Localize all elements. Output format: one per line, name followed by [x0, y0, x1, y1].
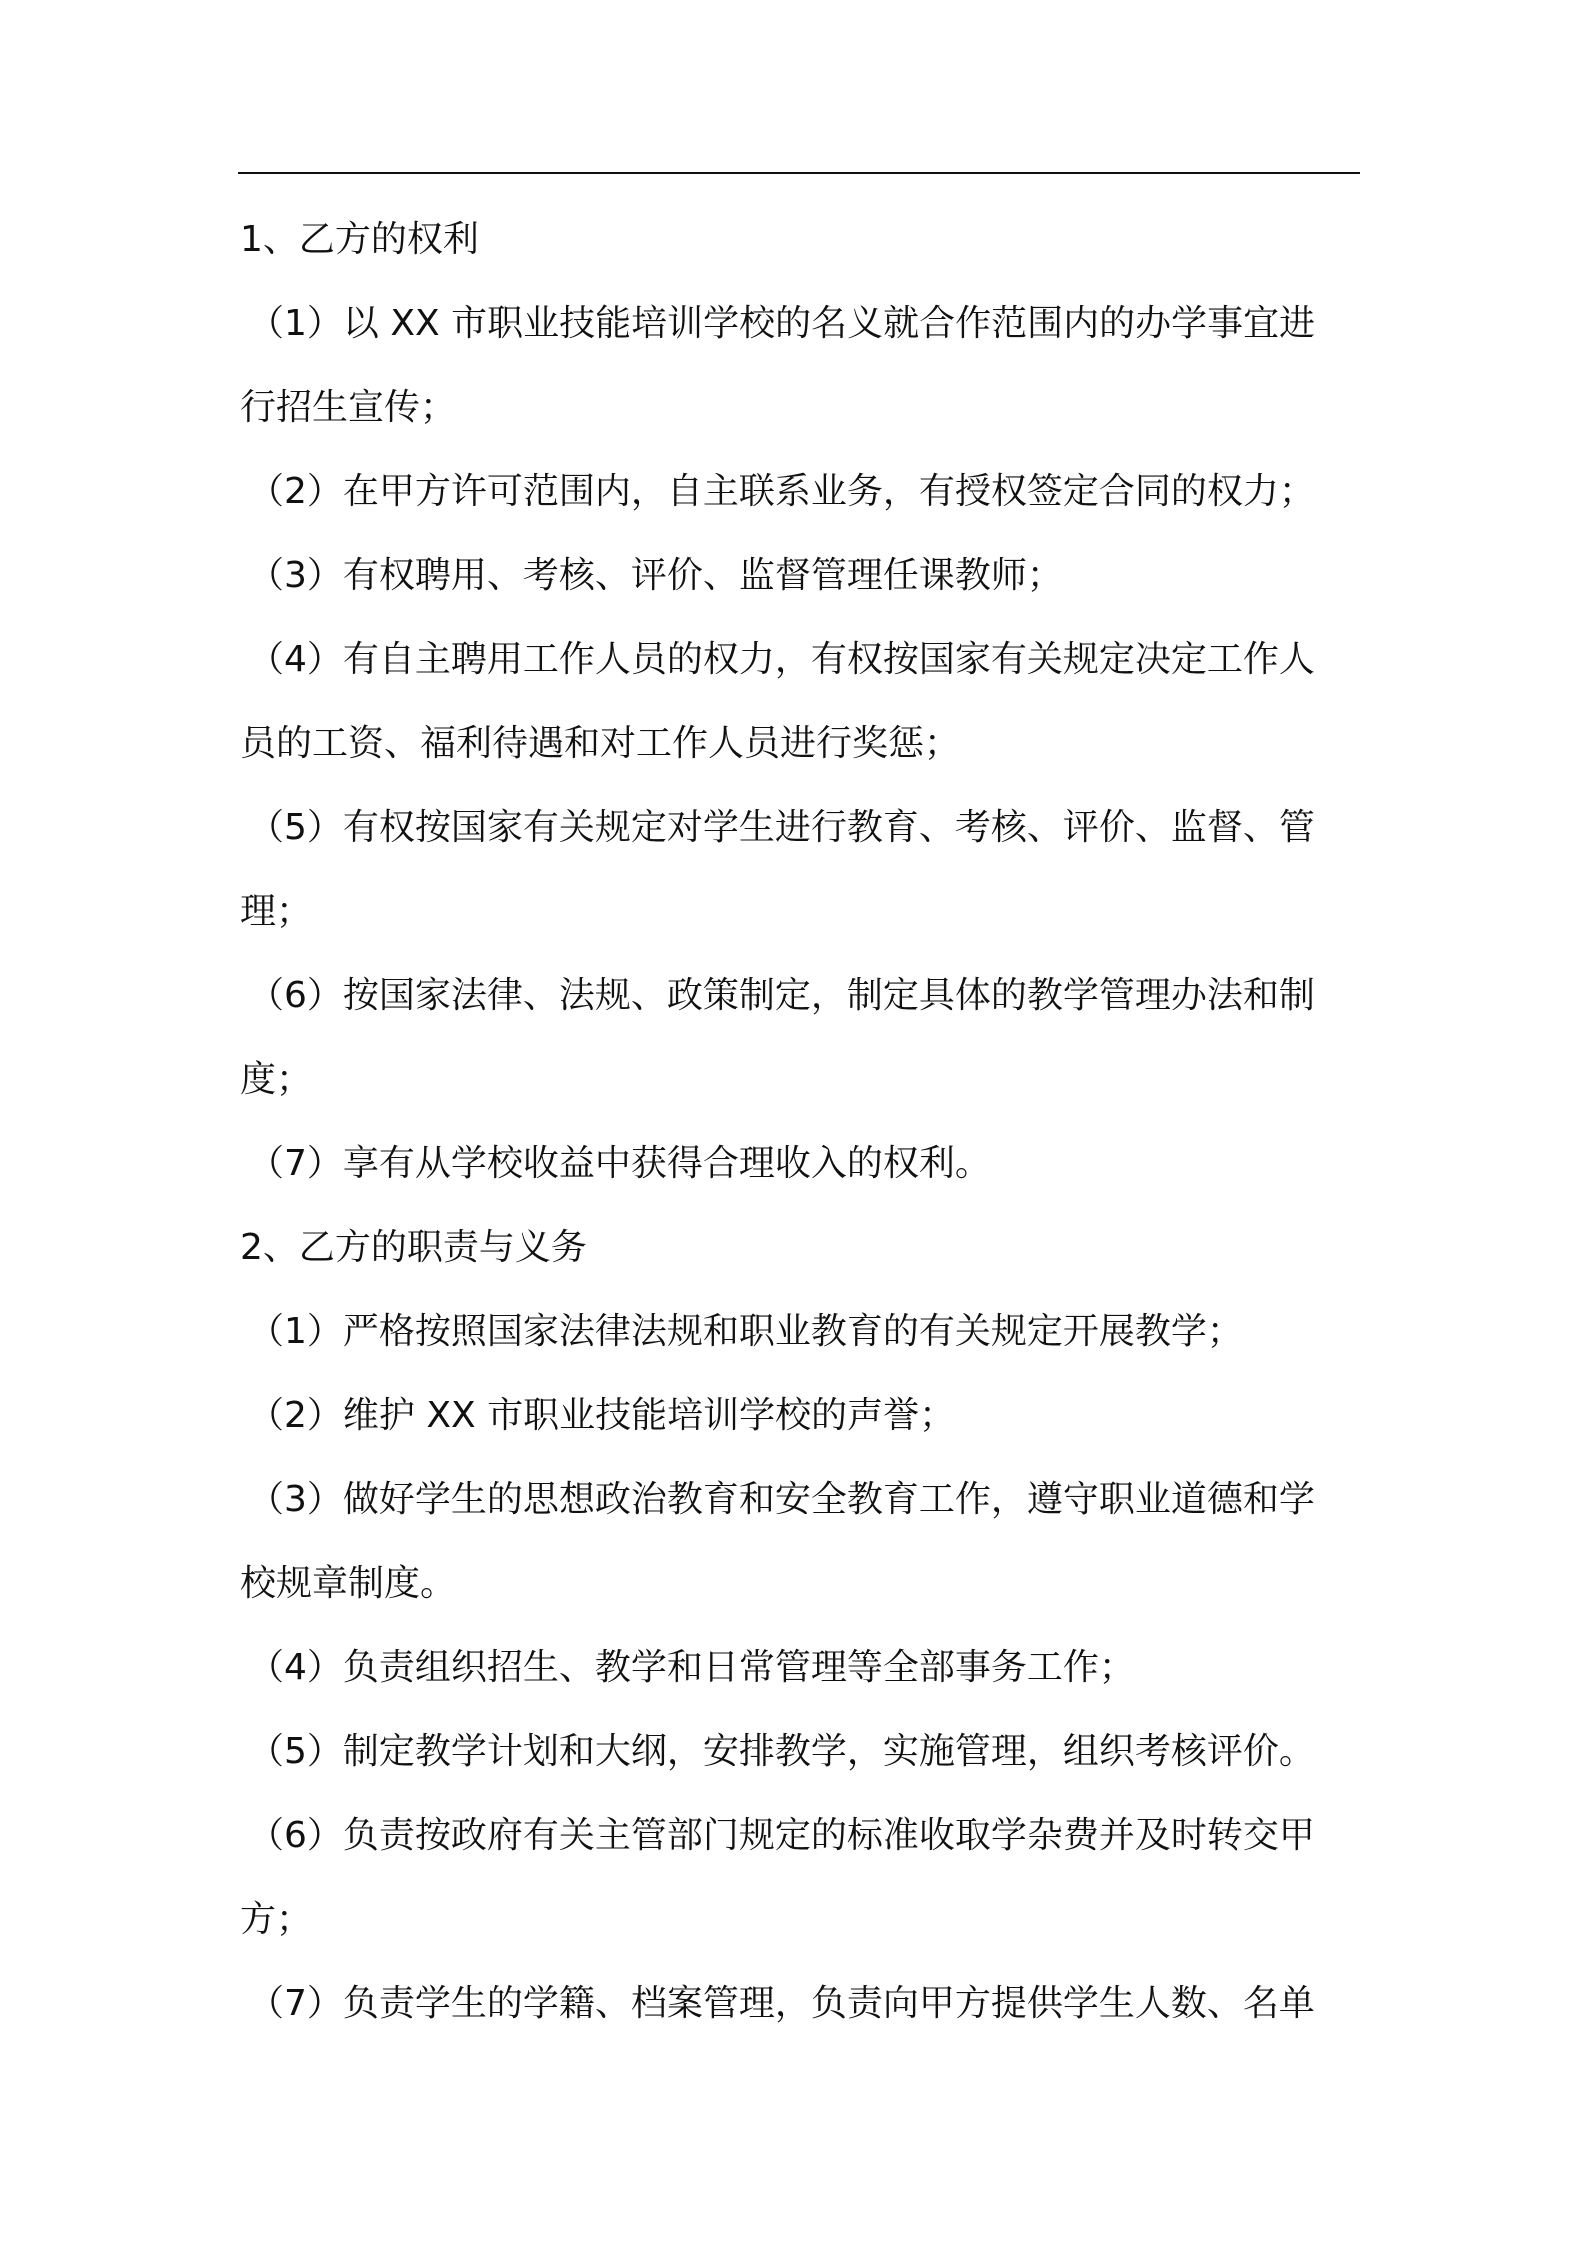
section-heading: 1、乙方的权利 — [240, 219, 479, 260]
list-item-line: （1）严格按照国家法律法规和职业教育的有关规定开展教学； — [248, 1311, 1243, 1352]
list-item-line: （4）有自主聘用工作人员的权力，有权按国家有关规定决定工作人 — [248, 639, 1315, 680]
header-rule — [238, 172, 1360, 174]
list-item-line: （3）做好学生的思想政治教育和安全教育工作，遵守职业道德和学 — [248, 1479, 1315, 1520]
list-item-line: （1）以 XX 市职业技能培训学校的名义就合作范围内的办学事宜进 — [248, 303, 1316, 344]
list-item-line: （2）维护 XX 市职业技能培训学校的声誉； — [248, 1395, 956, 1436]
list-item-line: （4）负责组织招生、教学和日常管理等全部事务工作； — [248, 1647, 1135, 1688]
list-item-line: （3）有权聘用、考核、评价、监督管理任课教师； — [248, 555, 1063, 596]
list-item-line: （7）负责学生的学籍、档案管理，负责向甲方提供学生人数、名单 — [248, 1983, 1315, 2024]
list-item-continuation: 度； — [240, 1059, 313, 1100]
list-item-line: （6）负责按政府有关主管部门规定的标准收取学杂费并及时转交甲 — [248, 1815, 1315, 1856]
list-item-line: （2）在甲方许可范围内，自主联系业务，有授权签定合同的权力； — [248, 471, 1315, 512]
list-item-continuation: 行招生宣传； — [240, 387, 457, 428]
list-item-continuation: 方； — [240, 1899, 313, 1940]
section-heading: 2、乙方的职责与义务 — [240, 1227, 587, 1268]
list-item-continuation: 员的工资、福利待遇和对工作人员进行奖惩； — [240, 723, 961, 764]
list-item-continuation: 理； — [240, 891, 313, 932]
list-item-line: （5）有权按国家有关规定对学生进行教育、考核、评价、监督、管 — [248, 807, 1315, 848]
list-item-line: （7）享有从学校收益中获得合理收入的权利。 — [248, 1143, 991, 1184]
document-body — [240, 198, 1360, 2046]
list-item-line: （5）制定教学计划和大纲，安排教学，实施管理，组织考核评价。 — [248, 1731, 1315, 1772]
list-item-line: （6）按国家法律、法规、政策制定，制定具体的教学管理办法和制 — [248, 975, 1315, 1016]
list-item-continuation: 校规章制度。 — [240, 1563, 457, 1604]
